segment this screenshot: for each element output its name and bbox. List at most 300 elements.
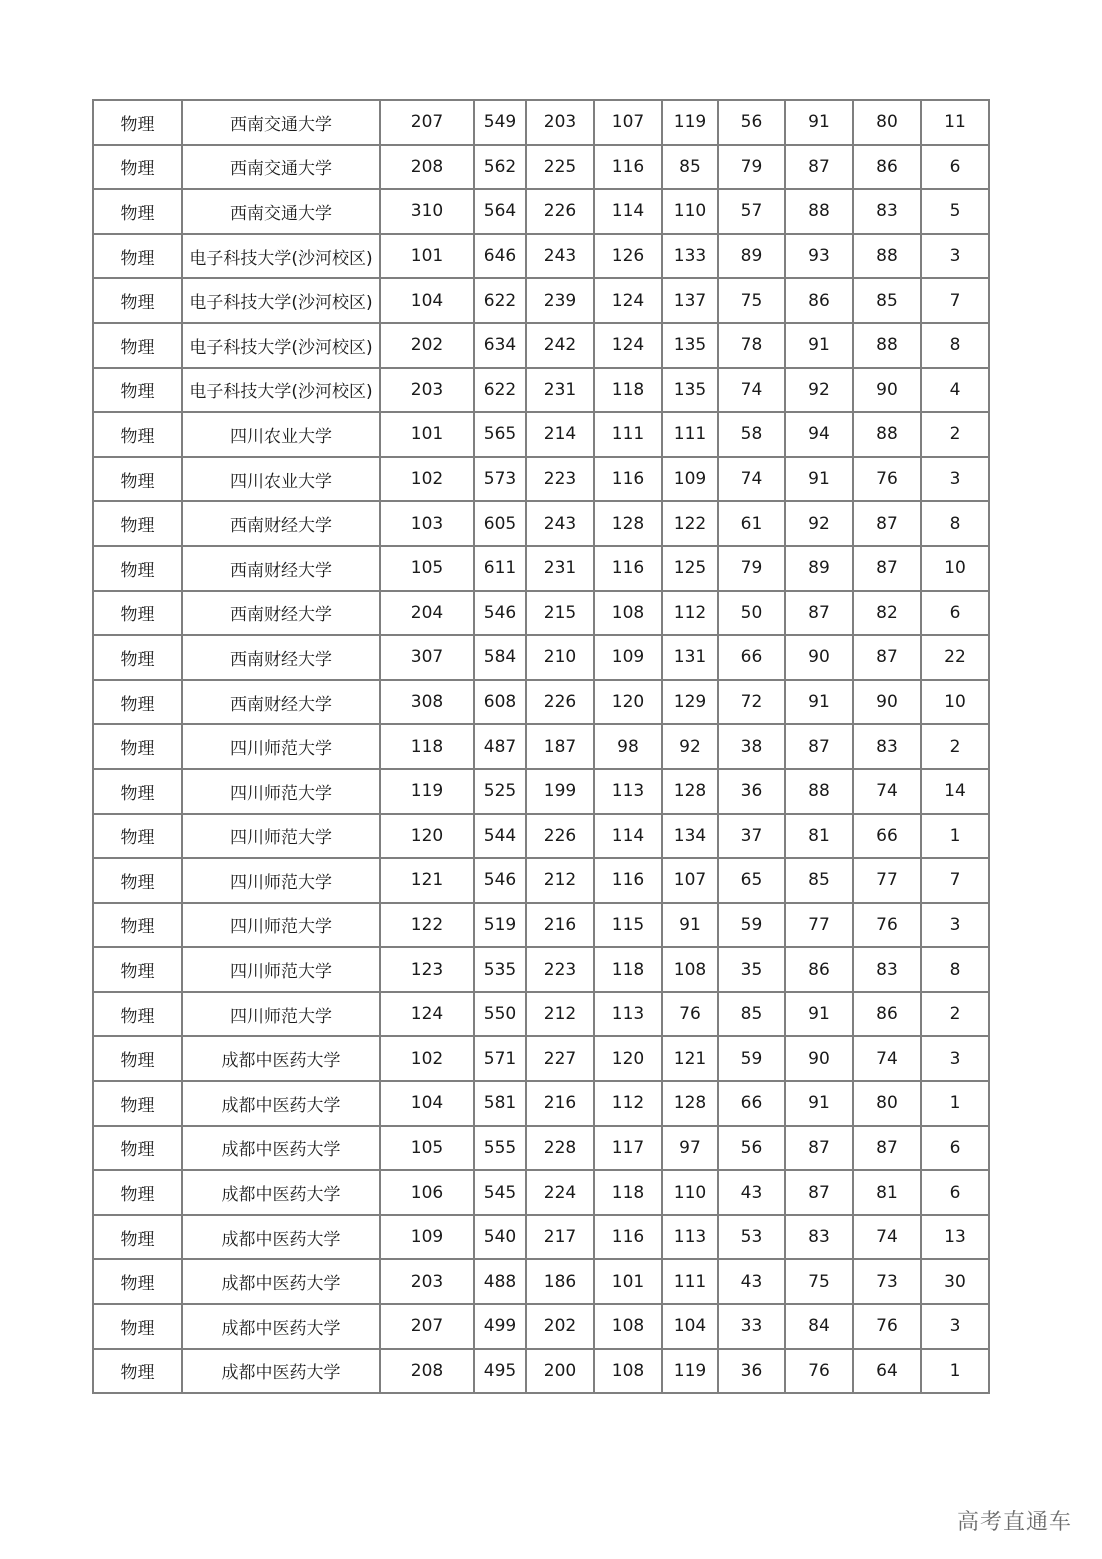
cell-min-score: 231	[526, 368, 594, 413]
cell-max-score: 622	[474, 368, 526, 413]
cell-subject: 物理	[93, 1215, 182, 1260]
cell-col-8-score: 88	[853, 323, 921, 368]
cell-school: 四川农业大学	[182, 457, 380, 502]
cell-max-score: 565	[474, 412, 526, 457]
cell-school: 成都中医药大学	[182, 1081, 380, 1126]
cell-major-group-code: 103	[380, 501, 474, 546]
cell-chinese-math-score: 124	[594, 323, 662, 368]
cell-max-score: 634	[474, 323, 526, 368]
cell-chinese-math-score: 108	[594, 1304, 662, 1349]
cell-col-6-score: 56	[718, 100, 785, 145]
cell-major-group-code: 105	[380, 546, 474, 591]
cell-col-7-score: 93	[785, 234, 853, 279]
cell-count: 7	[921, 278, 989, 323]
cell-col-8-score: 64	[853, 1349, 921, 1394]
cell-col-8-score: 85	[853, 278, 921, 323]
table-row	[93, 546, 989, 591]
cell-count: 6	[921, 1126, 989, 1171]
table-row	[93, 412, 989, 457]
table-row	[93, 234, 989, 279]
table-row	[93, 814, 989, 859]
cell-col-6-score: 85	[718, 992, 785, 1037]
cell-count: 7	[921, 858, 989, 903]
cell-chinese-math-score: 114	[594, 189, 662, 234]
cell-chinese-math-score: 118	[594, 1170, 662, 1215]
cell-min-score: 203	[526, 100, 594, 145]
cell-subject: 物理	[93, 145, 182, 190]
table-row	[93, 1215, 989, 1260]
cell-col-6-score: 79	[718, 145, 785, 190]
cell-school: 四川师范大学	[182, 858, 380, 903]
table-row	[93, 1349, 989, 1394]
cell-major-group-code: 310	[380, 189, 474, 234]
cell-col-8-score: 88	[853, 234, 921, 279]
cell-max-score: 555	[474, 1126, 526, 1171]
cell-col-5-score: 135	[662, 323, 718, 368]
table-row	[93, 680, 989, 725]
cell-chinese-math-score: 126	[594, 234, 662, 279]
cell-min-score: 243	[526, 234, 594, 279]
cell-school: 西南财经大学	[182, 501, 380, 546]
cell-school: 四川师范大学	[182, 947, 380, 992]
table-row	[93, 947, 989, 992]
cell-col-7-score: 85	[785, 858, 853, 903]
cell-col-6-score: 36	[718, 769, 785, 814]
cell-subject: 物理	[93, 501, 182, 546]
cell-max-score: 584	[474, 635, 526, 680]
table-row	[93, 724, 989, 769]
cell-chinese-math-score: 115	[594, 903, 662, 948]
cell-count: 13	[921, 1215, 989, 1260]
cell-min-score: 186	[526, 1259, 594, 1304]
cell-max-score: 519	[474, 903, 526, 948]
cell-chinese-math-score: 114	[594, 814, 662, 859]
cell-col-5-score: 109	[662, 457, 718, 502]
cell-subject: 物理	[93, 234, 182, 279]
cell-col-8-score: 76	[853, 1304, 921, 1349]
cell-col-6-score: 58	[718, 412, 785, 457]
cell-subject: 物理	[93, 1349, 182, 1394]
cell-col-7-score: 75	[785, 1259, 853, 1304]
cell-count: 8	[921, 947, 989, 992]
cell-count: 3	[921, 457, 989, 502]
cell-major-group-code: 308	[380, 680, 474, 725]
cell-subject: 物理	[93, 992, 182, 1037]
cell-school: 电子科技大学(沙河校区)	[182, 234, 380, 279]
cell-school: 成都中医药大学	[182, 1036, 380, 1081]
cell-col-7-score: 91	[785, 100, 853, 145]
cell-min-score: 212	[526, 858, 594, 903]
cell-school: 成都中医药大学	[182, 1259, 380, 1304]
cell-col-5-score: 110	[662, 1170, 718, 1215]
cell-subject: 物理	[93, 1081, 182, 1126]
cell-col-6-score: 59	[718, 903, 785, 948]
cell-col-8-score: 87	[853, 1126, 921, 1171]
cell-col-6-score: 61	[718, 501, 785, 546]
cell-chinese-math-score: 116	[594, 1215, 662, 1260]
cell-max-score: 488	[474, 1259, 526, 1304]
cell-subject: 物理	[93, 368, 182, 413]
cell-school: 西南交通大学	[182, 189, 380, 234]
cell-subject: 物理	[93, 814, 182, 859]
cell-col-8-score: 87	[853, 546, 921, 591]
cell-major-group-code: 106	[380, 1170, 474, 1215]
cell-col-5-score: 119	[662, 100, 718, 145]
cell-count: 1	[921, 1349, 989, 1394]
cell-max-score: 535	[474, 947, 526, 992]
cell-major-group-code: 102	[380, 457, 474, 502]
cell-subject: 物理	[93, 1259, 182, 1304]
cell-school: 西南财经大学	[182, 546, 380, 591]
cell-chinese-math-score: 111	[594, 412, 662, 457]
cell-major-group-code: 119	[380, 769, 474, 814]
cell-col-7-score: 88	[785, 769, 853, 814]
cell-count: 3	[921, 1304, 989, 1349]
cell-chinese-math-score: 113	[594, 769, 662, 814]
cell-major-group-code: 121	[380, 858, 474, 903]
table-body	[93, 100, 989, 1393]
cell-school: 成都中医药大学	[182, 1349, 380, 1394]
cell-major-group-code: 204	[380, 591, 474, 636]
cell-col-8-score: 83	[853, 724, 921, 769]
cell-col-5-score: 128	[662, 1081, 718, 1126]
cell-chinese-math-score: 116	[594, 145, 662, 190]
cell-col-5-score: 131	[662, 635, 718, 680]
cell-school: 成都中医药大学	[182, 1126, 380, 1171]
cell-major-group-code: 109	[380, 1215, 474, 1260]
cell-col-6-score: 36	[718, 1349, 785, 1394]
cell-chinese-math-score: 120	[594, 680, 662, 725]
cell-major-group-code: 120	[380, 814, 474, 859]
cell-count: 6	[921, 591, 989, 636]
cell-col-6-score: 65	[718, 858, 785, 903]
cell-major-group-code: 203	[380, 1259, 474, 1304]
cell-col-5-score: 137	[662, 278, 718, 323]
cell-subject: 物理	[93, 858, 182, 903]
cell-chinese-math-score: 109	[594, 635, 662, 680]
cell-col-7-score: 86	[785, 947, 853, 992]
cell-chinese-math-score: 124	[594, 278, 662, 323]
cell-max-score: 611	[474, 546, 526, 591]
cell-major-group-code: 124	[380, 992, 474, 1037]
cell-count: 22	[921, 635, 989, 680]
table-row	[93, 1304, 989, 1349]
cell-col-8-score: 83	[853, 947, 921, 992]
cell-max-score: 550	[474, 992, 526, 1037]
table-row	[93, 100, 989, 145]
cell-col-7-score: 92	[785, 368, 853, 413]
cell-chinese-math-score: 120	[594, 1036, 662, 1081]
table-row	[93, 1170, 989, 1215]
cell-max-score: 487	[474, 724, 526, 769]
cell-col-5-score: 122	[662, 501, 718, 546]
cell-col-6-score: 35	[718, 947, 785, 992]
table-row	[93, 1036, 989, 1081]
cell-min-score: 227	[526, 1036, 594, 1081]
table-row	[93, 1259, 989, 1304]
cell-major-group-code: 102	[380, 1036, 474, 1081]
cell-school: 电子科技大学(沙河校区)	[182, 323, 380, 368]
cell-count: 3	[921, 903, 989, 948]
cell-col-6-score: 37	[718, 814, 785, 859]
cell-chinese-math-score: 112	[594, 1081, 662, 1126]
cell-col-7-score: 92	[785, 501, 853, 546]
cell-major-group-code: 101	[380, 412, 474, 457]
watermark-text: 高考直通车	[956, 1510, 1072, 1535]
cell-col-5-score: 104	[662, 1304, 718, 1349]
cell-col-7-score: 91	[785, 323, 853, 368]
cell-min-score: 223	[526, 457, 594, 502]
cell-major-group-code: 207	[380, 100, 474, 145]
cell-col-6-score: 56	[718, 1126, 785, 1171]
cell-subject: 物理	[93, 457, 182, 502]
cell-col-8-score: 86	[853, 145, 921, 190]
table-row	[93, 189, 989, 234]
cell-col-6-score: 33	[718, 1304, 785, 1349]
cell-min-score: 212	[526, 992, 594, 1037]
cell-major-group-code: 208	[380, 145, 474, 190]
cell-max-score: 571	[474, 1036, 526, 1081]
table-row	[93, 992, 989, 1037]
cell-subject: 物理	[93, 1304, 182, 1349]
cell-major-group-code: 307	[380, 635, 474, 680]
cell-school: 成都中医药大学	[182, 1304, 380, 1349]
cell-chinese-math-score: 116	[594, 457, 662, 502]
cell-count: 3	[921, 1036, 989, 1081]
cell-max-score: 608	[474, 680, 526, 725]
cell-major-group-code: 203	[380, 368, 474, 413]
cell-min-score: 199	[526, 769, 594, 814]
cell-col-5-score: 119	[662, 1349, 718, 1394]
cell-chinese-math-score: 101	[594, 1259, 662, 1304]
cell-col-5-score: 76	[662, 992, 718, 1037]
cell-count: 6	[921, 1170, 989, 1215]
cell-subject: 物理	[93, 323, 182, 368]
cell-major-group-code: 101	[380, 234, 474, 279]
cell-subject: 物理	[93, 278, 182, 323]
table-row	[93, 457, 989, 502]
cell-major-group-code: 104	[380, 278, 474, 323]
cell-col-7-score: 94	[785, 412, 853, 457]
cell-school: 四川师范大学	[182, 769, 380, 814]
cell-max-score: 499	[474, 1304, 526, 1349]
table-row	[93, 1126, 989, 1171]
table-row	[93, 769, 989, 814]
cell-subject: 物理	[93, 680, 182, 725]
cell-school: 四川师范大学	[182, 992, 380, 1037]
cell-col-6-score: 75	[718, 278, 785, 323]
cell-col-5-score: 107	[662, 858, 718, 903]
cell-chinese-math-score: 118	[594, 947, 662, 992]
cell-subject: 物理	[93, 100, 182, 145]
cell-school: 四川农业大学	[182, 412, 380, 457]
cell-chinese-math-score: 116	[594, 546, 662, 591]
cell-count: 10	[921, 546, 989, 591]
cell-min-score: 239	[526, 278, 594, 323]
cell-max-score: 573	[474, 457, 526, 502]
cell-school: 西南交通大学	[182, 145, 380, 190]
cell-col-7-score: 90	[785, 1036, 853, 1081]
table-row	[93, 145, 989, 190]
cell-min-score: 215	[526, 591, 594, 636]
cell-school: 西南财经大学	[182, 635, 380, 680]
cell-major-group-code: 104	[380, 1081, 474, 1126]
cell-max-score: 544	[474, 814, 526, 859]
cell-col-7-score: 87	[785, 145, 853, 190]
cell-col-8-score: 90	[853, 368, 921, 413]
cell-col-6-score: 57	[718, 189, 785, 234]
cell-chinese-math-score: 116	[594, 858, 662, 903]
cell-subject: 物理	[93, 903, 182, 948]
cell-chinese-math-score: 117	[594, 1126, 662, 1171]
cell-col-8-score: 87	[853, 635, 921, 680]
cell-school: 成都中医药大学	[182, 1170, 380, 1215]
cell-min-score: 223	[526, 947, 594, 992]
cell-subject: 物理	[93, 412, 182, 457]
cell-school: 四川师范大学	[182, 903, 380, 948]
cell-max-score: 545	[474, 1170, 526, 1215]
cell-col-8-score: 73	[853, 1259, 921, 1304]
cell-col-7-score: 90	[785, 635, 853, 680]
cell-col-5-score: 110	[662, 189, 718, 234]
cell-col-7-score: 76	[785, 1349, 853, 1394]
cell-min-score: 217	[526, 1215, 594, 1260]
cell-min-score: 216	[526, 1081, 594, 1126]
cell-max-score: 540	[474, 1215, 526, 1260]
cell-col-5-score: 125	[662, 546, 718, 591]
table-row	[93, 368, 989, 413]
cell-max-score: 546	[474, 858, 526, 903]
cell-col-8-score: 76	[853, 457, 921, 502]
cell-col-8-score: 90	[853, 680, 921, 725]
cell-col-8-score: 80	[853, 100, 921, 145]
cell-col-6-score: 38	[718, 724, 785, 769]
cell-col-7-score: 91	[785, 992, 853, 1037]
cell-major-group-code: 122	[380, 903, 474, 948]
cell-subject: 物理	[93, 635, 182, 680]
cell-col-8-score: 77	[853, 858, 921, 903]
cell-col-8-score: 74	[853, 769, 921, 814]
cell-min-score: 228	[526, 1126, 594, 1171]
cell-count: 8	[921, 501, 989, 546]
cell-col-8-score: 80	[853, 1081, 921, 1126]
cell-col-5-score: 111	[662, 412, 718, 457]
cell-col-7-score: 81	[785, 814, 853, 859]
cell-col-5-score: 85	[662, 145, 718, 190]
cell-col-7-score: 87	[785, 1170, 853, 1215]
cell-col-6-score: 74	[718, 368, 785, 413]
cell-col-5-score: 121	[662, 1036, 718, 1081]
cell-col-8-score: 87	[853, 501, 921, 546]
cell-col-8-score: 86	[853, 992, 921, 1037]
cell-subject: 物理	[93, 546, 182, 591]
cell-subject: 物理	[93, 947, 182, 992]
cell-major-group-code: 123	[380, 947, 474, 992]
cell-subject: 物理	[93, 1170, 182, 1215]
cell-count: 1	[921, 1081, 989, 1126]
table-row	[93, 323, 989, 368]
cell-col-5-score: 97	[662, 1126, 718, 1171]
cell-min-score: 224	[526, 1170, 594, 1215]
cell-max-score: 605	[474, 501, 526, 546]
cell-col-7-score: 77	[785, 903, 853, 948]
cell-min-score: 226	[526, 814, 594, 859]
cell-col-7-score: 89	[785, 546, 853, 591]
cell-chinese-math-score: 118	[594, 368, 662, 413]
cell-school: 西南财经大学	[182, 680, 380, 725]
cell-count: 1	[921, 814, 989, 859]
cell-col-7-score: 86	[785, 278, 853, 323]
cell-chinese-math-score: 108	[594, 1349, 662, 1394]
cell-count: 6	[921, 145, 989, 190]
cell-subject: 物理	[93, 189, 182, 234]
cell-subject: 物理	[93, 769, 182, 814]
cell-count: 30	[921, 1259, 989, 1304]
cell-max-score: 525	[474, 769, 526, 814]
cell-col-6-score: 50	[718, 591, 785, 636]
cell-col-8-score: 74	[853, 1215, 921, 1260]
cell-col-7-score: 88	[785, 189, 853, 234]
cell-col-5-score: 133	[662, 234, 718, 279]
cell-school: 四川师范大学	[182, 724, 380, 769]
cell-col-6-score: 89	[718, 234, 785, 279]
cell-col-6-score: 66	[718, 635, 785, 680]
cell-min-score: 216	[526, 903, 594, 948]
cell-col-6-score: 66	[718, 1081, 785, 1126]
cell-major-group-code: 118	[380, 724, 474, 769]
cell-col-5-score: 91	[662, 903, 718, 948]
cell-col-5-score: 113	[662, 1215, 718, 1260]
cell-col-5-score: 135	[662, 368, 718, 413]
cell-min-score: 200	[526, 1349, 594, 1394]
cell-col-8-score: 88	[853, 412, 921, 457]
cell-min-score: 202	[526, 1304, 594, 1349]
cell-major-group-code: 207	[380, 1304, 474, 1349]
score-table	[92, 99, 990, 1394]
cell-col-5-score: 128	[662, 769, 718, 814]
cell-school: 成都中医药大学	[182, 1215, 380, 1260]
cell-col-5-score: 134	[662, 814, 718, 859]
table-row	[93, 1081, 989, 1126]
cell-max-score: 562	[474, 145, 526, 190]
cell-col-8-score: 82	[853, 591, 921, 636]
cell-count: 5	[921, 189, 989, 234]
cell-count: 3	[921, 234, 989, 279]
cell-col-6-score: 78	[718, 323, 785, 368]
cell-col-7-score: 91	[785, 680, 853, 725]
cell-min-score: 225	[526, 145, 594, 190]
cell-col-5-score: 112	[662, 591, 718, 636]
cell-min-score: 231	[526, 546, 594, 591]
cell-min-score: 226	[526, 189, 594, 234]
cell-col-8-score: 83	[853, 189, 921, 234]
cell-col-7-score: 87	[785, 591, 853, 636]
cell-chinese-math-score: 113	[594, 992, 662, 1037]
cell-subject: 物理	[93, 724, 182, 769]
cell-max-score: 622	[474, 278, 526, 323]
table-row	[93, 635, 989, 680]
table-row	[93, 858, 989, 903]
cell-col-7-score: 83	[785, 1215, 853, 1260]
cell-min-score: 187	[526, 724, 594, 769]
table-row	[93, 278, 989, 323]
cell-col-5-score: 111	[662, 1259, 718, 1304]
table-row	[93, 591, 989, 636]
cell-major-group-code: 208	[380, 1349, 474, 1394]
cell-count: 11	[921, 100, 989, 145]
cell-subject: 物理	[93, 1126, 182, 1171]
cell-col-8-score: 66	[853, 814, 921, 859]
